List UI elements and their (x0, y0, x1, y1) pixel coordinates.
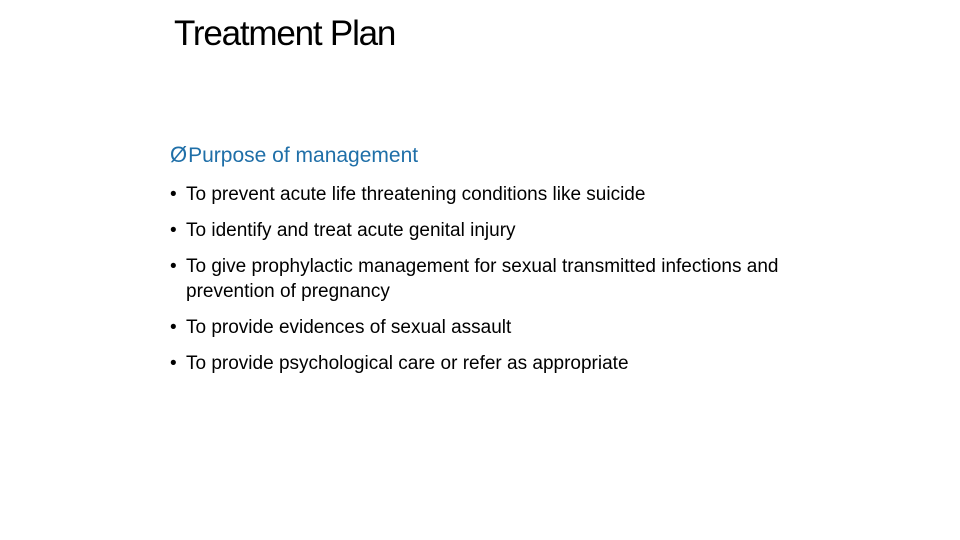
list-item (170, 254, 870, 304)
bullet-dot-icon: • (170, 220, 177, 241)
list-item (170, 182, 870, 207)
bullet-dot-icon: • (170, 256, 177, 277)
bullet-text: To prevent acute life threatening conditions like suicide (186, 184, 646, 205)
list-item (170, 218, 870, 243)
list-item (170, 315, 870, 340)
bullet-text: To provide psychological care or refer as appropriate (186, 353, 629, 374)
bullet-text: To give prophylactic management for sexual transmitted infections and prevention of pregnancy (186, 256, 779, 302)
slide-title: Treatment Plan (174, 14, 396, 53)
subheading (170, 142, 418, 168)
bullet-text: To provide evidences of sexual assault (186, 317, 512, 338)
bullet-dot-icon: • (170, 317, 177, 338)
bullet-text: To identify and treat acute genital injury (186, 220, 516, 241)
bullet-dot-icon: • (170, 184, 177, 205)
arrow-bullet-icon: Ø (170, 142, 188, 167)
subheading-text: Purpose of management (188, 144, 419, 167)
list-item (170, 351, 870, 376)
bullet-list (170, 182, 870, 387)
bullet-dot-icon: • (170, 353, 177, 374)
